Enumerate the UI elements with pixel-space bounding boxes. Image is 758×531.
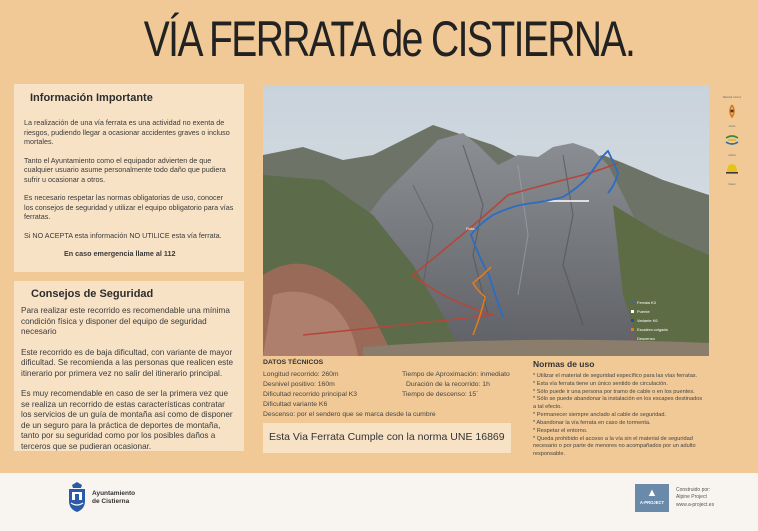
usage-rules xyxy=(533,359,723,459)
harness-icon xyxy=(724,103,740,119)
equipment-legend xyxy=(716,96,748,186)
builder-credit xyxy=(676,487,714,509)
usage-rule: a tal efecto. xyxy=(533,404,562,411)
safety-panel xyxy=(14,281,244,451)
safety-paragraph: Para realizar este recorrido es recomendable una mínima condición física y disponer del equipo de seguridad necesario xyxy=(21,306,230,336)
usage-rule: * Queda prohibido el acceso a la vía sin el material de seguridad xyxy=(533,435,693,442)
lanyard-icon xyxy=(724,132,740,148)
equipment-label: Casco xyxy=(728,183,736,187)
municipality-name xyxy=(92,490,135,506)
usage-rule: * Permanecer siempre anclado al cable de seguridad. xyxy=(533,412,667,419)
route-label: Ruta xyxy=(466,226,475,231)
mountain-illustration xyxy=(263,85,709,356)
legend-item: Escalera colgada xyxy=(637,327,668,332)
technical-data-item: Tiempo de descenso: 15´ xyxy=(402,391,479,398)
legend-item: Puente xyxy=(637,309,650,314)
usage-rule: * Abandonar la vía ferrata en caso de tormenta. xyxy=(533,419,651,426)
info-paragraph: La realización de una vía ferrata es una actividad no exenta de riesgos, pudiendo llegar a ocasionar accidentes graves o incluso mortales. xyxy=(24,118,230,146)
usage-rules-heading: Normas de uso xyxy=(533,359,595,369)
credit-line: www.a-project.es xyxy=(676,501,715,508)
technical-data-item: Desnivel positivo: 160m xyxy=(263,381,335,388)
alpine-project-name: A-PROJECT xyxy=(639,500,665,505)
usage-rule: * Esta vía ferrata tiene un único sentido de circulación. xyxy=(533,380,668,387)
usage-rule: * Sólo puede ir una persona por tramo de cable o en los puentes. xyxy=(533,388,695,395)
page-title: VÍA FERRATA de CISTIERNA. xyxy=(143,11,635,67)
technical-data-item: Duración de la recorrido: 1h xyxy=(406,381,490,388)
credit-line: Construido por: xyxy=(676,487,711,493)
legend-item: Descenso xyxy=(637,336,655,341)
footer xyxy=(0,473,758,531)
info-heading: Información Importante xyxy=(30,92,153,104)
usage-rule: responsable. xyxy=(533,451,566,458)
equipment-label: Cabos xyxy=(728,154,736,158)
info-paragraph: Tanto el Ayuntamiento como el equipador advierten de que cualquier usuario asume personalmente todo daño que pudiera sufrir u ocasionar a otros. xyxy=(24,155,226,184)
usage-rule: * Utilizar el material de seguridad específico para las vías ferratas. xyxy=(533,373,698,379)
technical-data-item: Longitud recorrido: 260m xyxy=(263,371,339,378)
technical-data-item: Dificultad recorrido principal K3 xyxy=(263,391,358,398)
safety-paragraph: Es muy recomendable en caso de ser la primera vez que se realiza un recorrido de estas características contratar los servicios de un guía de montaña así como de disponer de un seguro para la práctica de deportes de montaña, tanto por su seguridad como por los posibles daños a terceros que se pudieran ocasionar. xyxy=(21,389,233,451)
municipality-line: de Cistierna xyxy=(92,498,130,506)
usage-rule: * Sólo se puede abandonar la instalación en los escapes destinados xyxy=(533,396,703,403)
helmet-icon xyxy=(724,161,740,177)
safety-paragraph: Este recorrido es de baja dificultad, con variante de mayor dificultad. Se recomienda a las personas que realicen este itinerario por primera vez no salir del itinerario principal. xyxy=(21,347,234,378)
technical-data-item: Descenso: por el sendero que se marca desde la cumbre xyxy=(263,411,436,418)
usage-rule: * Respetar el entorno. xyxy=(533,427,588,434)
alpine-project-mark-icon: ▲ xyxy=(646,487,658,499)
technical-data-heading: DATOS TÉCNICOS xyxy=(263,359,324,366)
municipality-line: Ayuntamiento xyxy=(92,490,136,497)
legend-item: Ferrata K3 xyxy=(637,300,656,305)
technical-data xyxy=(263,359,523,419)
equipment-label: Arnés xyxy=(728,125,736,129)
alpine-project-logo xyxy=(635,484,669,512)
municipal-crest-icon xyxy=(66,481,88,513)
credit-line: Alpine Project xyxy=(676,494,707,501)
legend-item: Variante K6 xyxy=(637,318,658,323)
technical-data-item: Tiempo de Aproximación: inmediato xyxy=(402,371,510,378)
route-photo xyxy=(263,85,709,356)
usage-rule: necesario o por parte de menores no acompañados por un adulto xyxy=(533,443,696,450)
info-panel xyxy=(14,84,244,272)
equipment-legend-title: Material mínimo xyxy=(722,96,742,99)
standard-note: Esta Via Ferrata Cumple con la norma UNE 16869 xyxy=(263,423,511,453)
emergency-note: En caso emergencia llame al 112 xyxy=(64,249,176,258)
safety-heading: Consejos de Seguridad xyxy=(31,288,154,300)
technical-data-item: Dificultad variante K6 xyxy=(263,401,328,408)
info-paragraph: Es necesario respetar las normas obligatorias de uso, conocer los consejos de seguridad y utilizar el equipo obligatorio para vías ferratas. xyxy=(24,193,234,221)
info-paragraph: Si NO ACEPTA esta información NO UTILICE esta vía ferrata. xyxy=(24,230,222,240)
